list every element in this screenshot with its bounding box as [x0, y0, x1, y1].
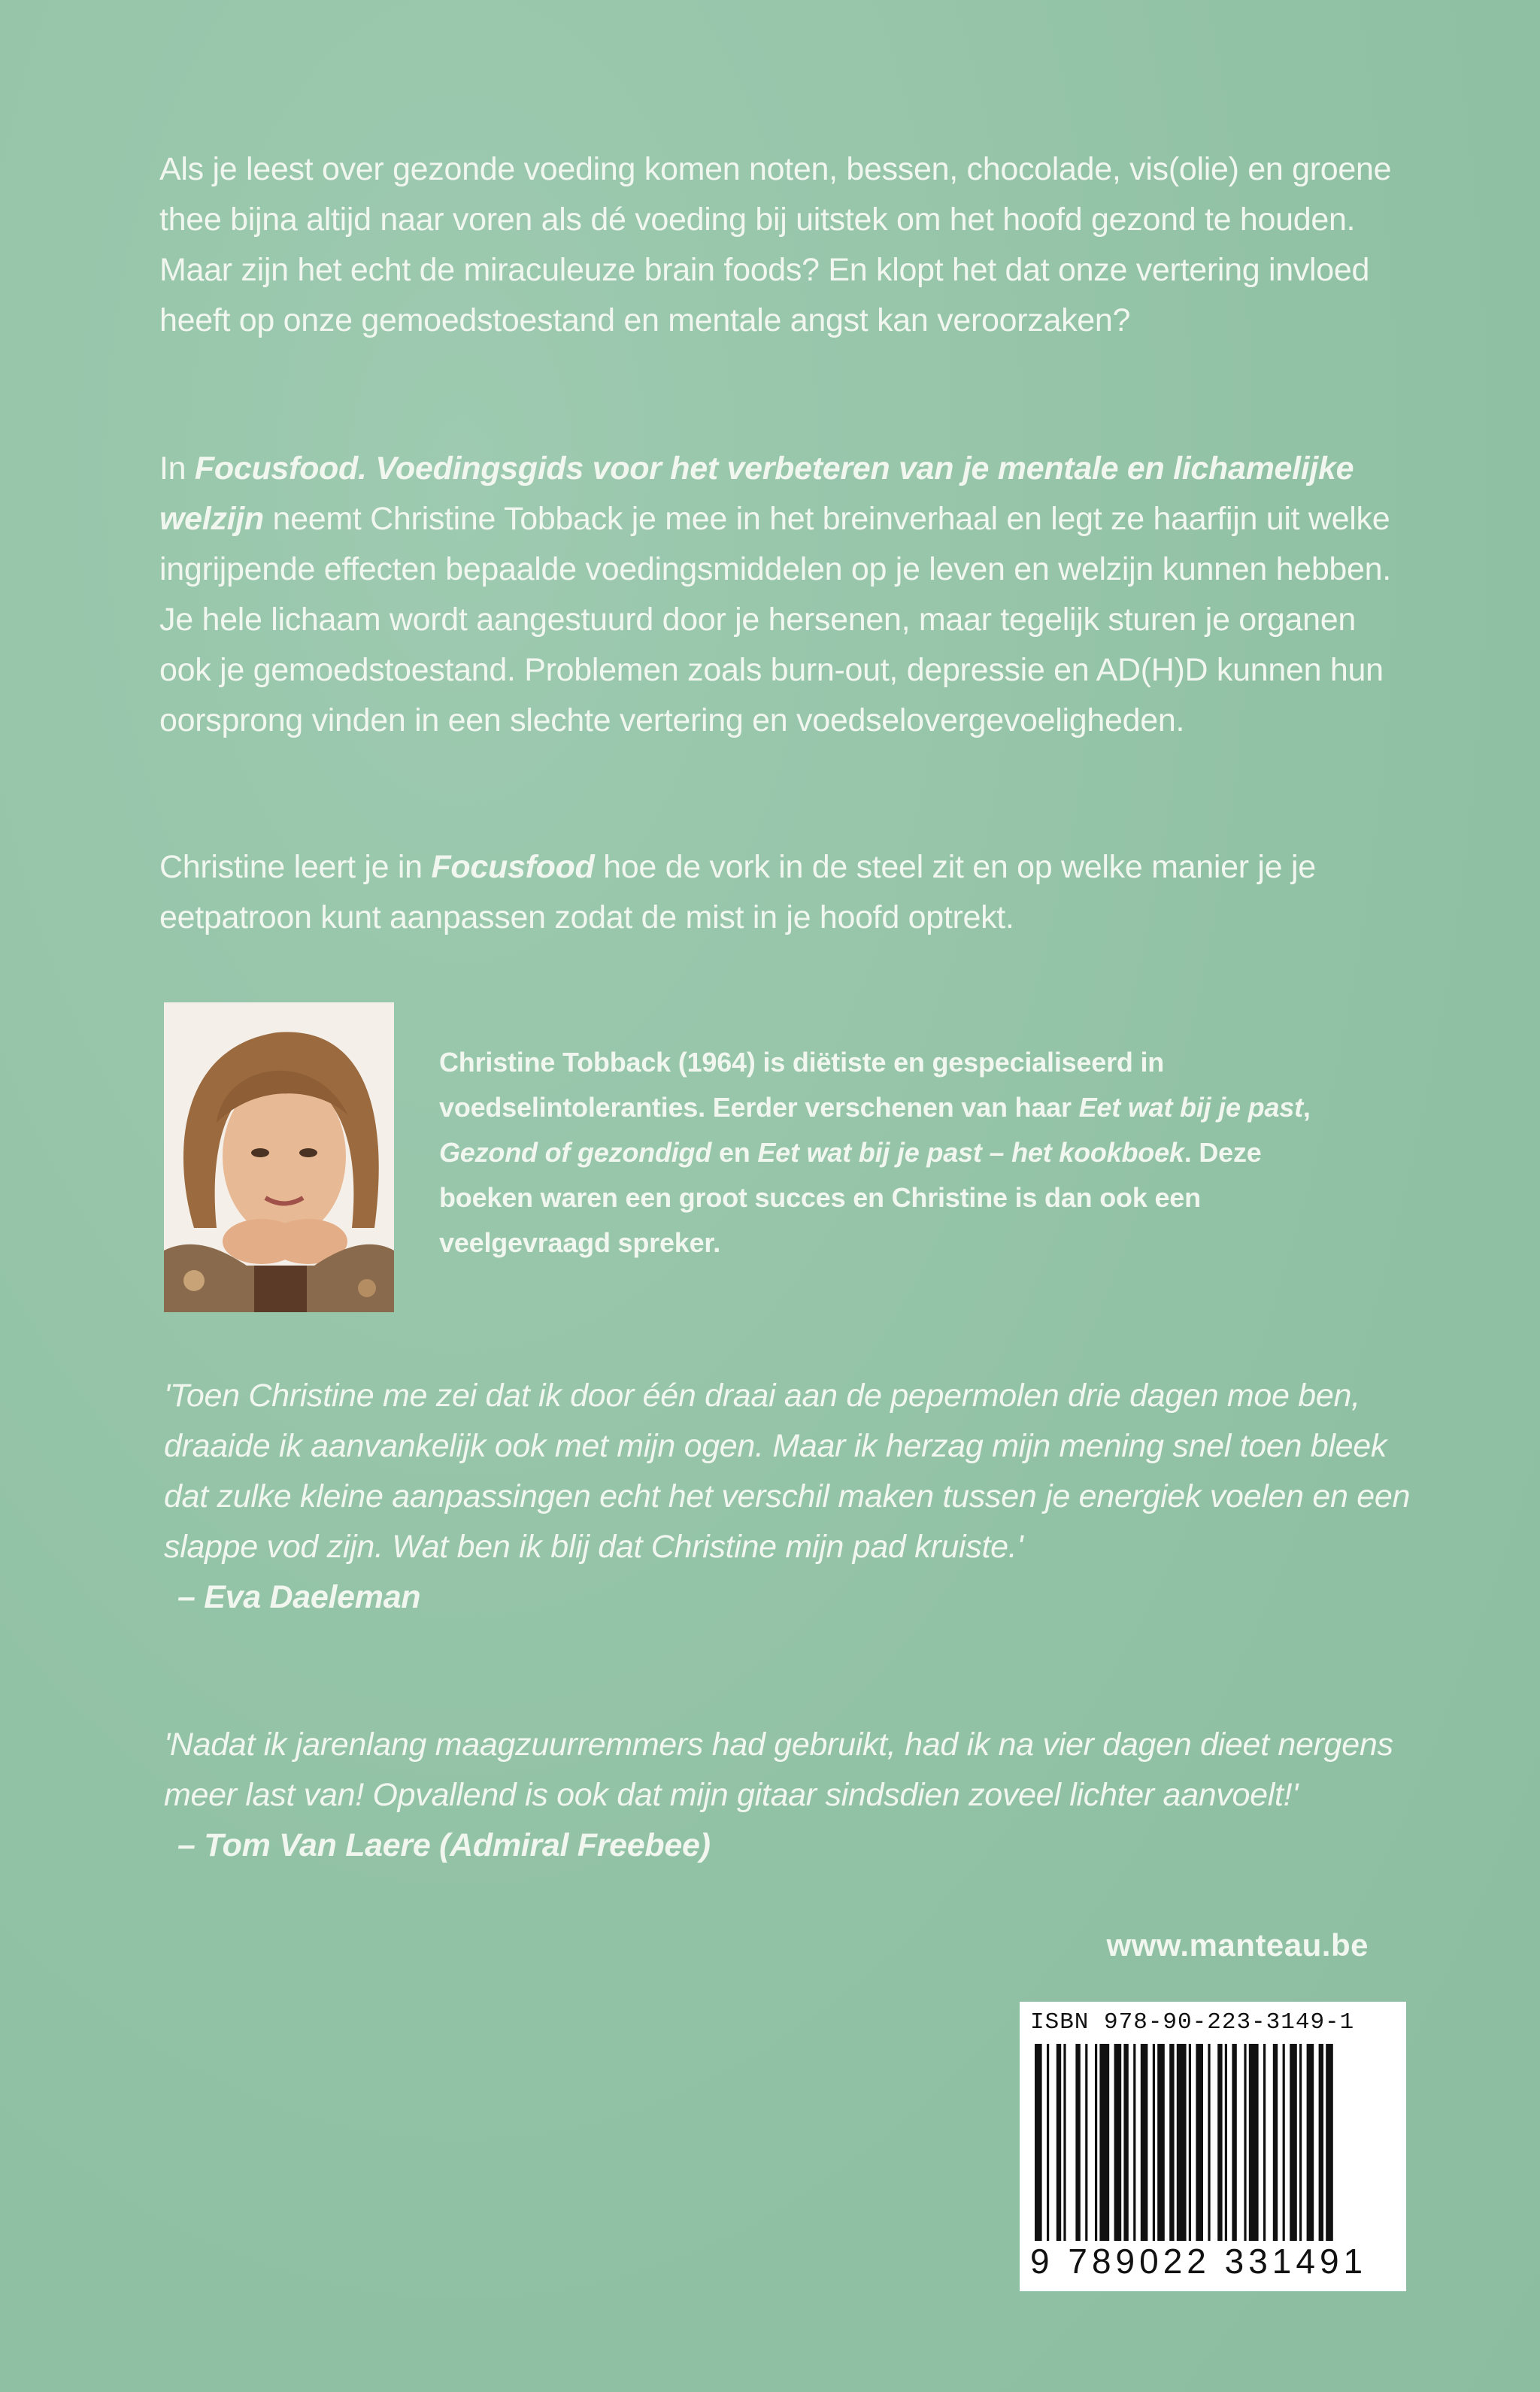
publisher-website: www.manteau.be: [1106, 1927, 1369, 1963]
ean-digits: 9 789022 331491: [1030, 2242, 1368, 2281]
testimonial-author: – Tom Van Laere (Admiral Freebee): [177, 1827, 711, 1863]
book-full-title: Focusfood. Voedingsgids voor het verbeteren van je mentale en lichamelijke welzijn: [159, 450, 1354, 537]
book-title-3: Eet wat bij je past – het kookboek: [757, 1137, 1184, 1168]
bio-separator-1: ,: [1302, 1092, 1311, 1123]
isbn-barcode: [1020, 2002, 1406, 2291]
blurb-paragraph-2: [159, 444, 1408, 746]
testimonial-2: [164, 1720, 1412, 1871]
book-title-1: Eet wat bij je past: [1078, 1092, 1303, 1123]
testimonial-text: 'Nadat ik jarenlang maagzuurremmers had gebruikt, had ik na vier dagen dieet nergens meer last van! Opvallend is ook dat mijn gitaar sindsdien zoveel lichter aanvoelt!': [164, 1727, 1393, 1813]
testimonial-1: [164, 1371, 1412, 1623]
barcode-bars: [1030, 2044, 1396, 2241]
blurb-p2-text: neemt Christine Tobback je mee in het breinverhaal en legt ze haarfijn uit welke ingrijpende effecten bepaalde voedingsmiddelen op je leven en welzijn kunnen hebben. Je hele lichaam wordt aangestuurd door je hersenen, maar tegelijk sturen je organen ook je gemoedstoestand. Problemen zoals burn-out, depressie en AD(H)D kunnen hun oorsprong vinden in een slechte vertering en voedselovergevoeligheden.: [159, 501, 1391, 738]
blurb-p2-prefix: In: [159, 450, 195, 487]
blurb-p3-text: hoe de vork in de steel zit en op welke manier je je eetpatroon kunt aanpassen zodat de mist in je hoofd optrekt.: [159, 849, 1316, 935]
author-bio: [439, 1040, 1326, 1266]
book-title: Focusfood: [431, 849, 595, 885]
author-bio-text: Christine Tobback (1964) is diëtiste en gespecialiseerd in voedselintoleranties. Eerder verschenen van haar: [439, 1047, 1165, 1123]
blurb-paragraph-3: [159, 842, 1408, 943]
blurb-p3-prefix: Christine leert je in: [159, 849, 432, 885]
author-photo: [164, 1002, 394, 1312]
testimonial-author: – Eva Daeleman: [177, 1579, 421, 1615]
testimonial-text: 'Toen Christine me zei dat ik door één draai aan de pepermolen drie dagen moe ben, draaide ik aanvankelijk ook met mijn ogen. Maar ik herzag mijn mening snel toen bleek dat zulke kleine aanpassingen echt het verschil maken tussen je energiek voelen en een slappe vod zijn. Wat ben ik blij dat Christine mijn pad kruiste.': [164, 1378, 1411, 1565]
bio-separator-2: en: [711, 1137, 758, 1168]
author-bio-text-end: . Deze boeken waren een groot succes en Christine is dan ook een veelgevraagd spreker.: [439, 1137, 1262, 1258]
book-title-2: Gezond of gezondigd: [439, 1137, 712, 1168]
isbn-number: ISBN 978-90-223-3149-1: [1030, 2009, 1355, 2036]
blurb-paragraph-1: Als je leest over gezonde voeding komen noten, bessen, chocolade, vis(olie) en groene thee bijna altijd naar voren als dé voeding bij uitstek om het hoofd gezond te houden. Maar zijn het echt de miraculeuze brain foods? En klopt het dat onze vertering invloed heeft op onze gemoedstoestand en mentale angst kan veroorzaken?: [159, 151, 1392, 338]
